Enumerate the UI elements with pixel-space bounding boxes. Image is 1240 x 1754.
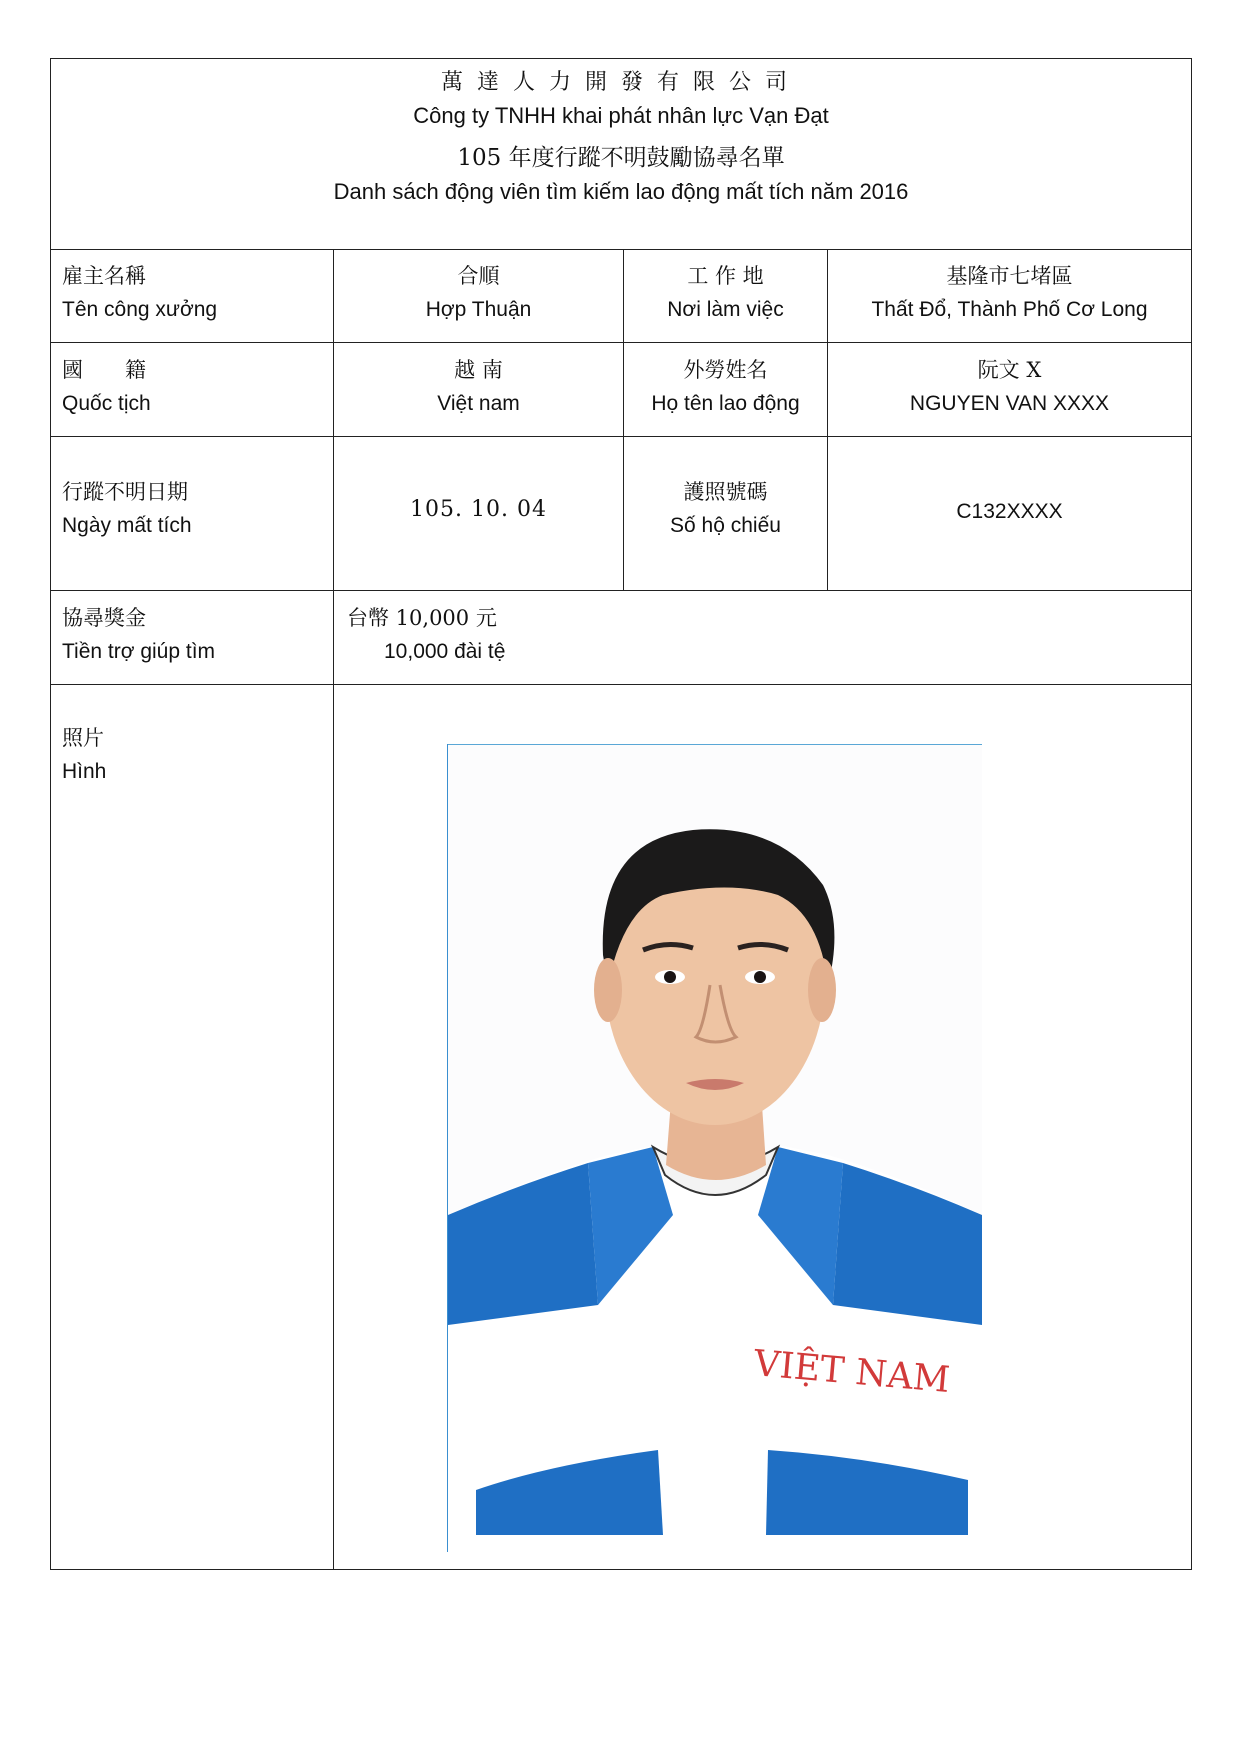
employer-label-cell (51, 249, 334, 342)
nationality-value-cn: 越 南 (454, 358, 503, 382)
employer-value-cn: 合順 (457, 264, 500, 288)
row-missing-date-passport (51, 437, 1191, 591)
company-name-cn: 萬達人力開發有限公司 (440, 70, 801, 95)
nationality-value-vn: Việt nam (437, 392, 520, 415)
reward-label-vn: Tiền trợ giúp tìm (62, 640, 216, 663)
reward-value-cell (334, 591, 1191, 684)
workplace-label-cn: 工 作 地 (687, 264, 764, 288)
shirt-text: VIỆT NAM (752, 1343, 952, 1402)
photo-label-cell (51, 685, 334, 1569)
worker-name-label-cell (624, 343, 828, 436)
reward-value-vn: 10,000 đài tệ (384, 640, 506, 663)
worker-name-label-cn: 外勞姓名 (683, 358, 768, 382)
photo-label-cn: 照片 (62, 726, 104, 750)
row-reward (51, 591, 1191, 685)
form-header (51, 59, 1191, 250)
row-employer-workplace (51, 249, 1191, 343)
nationality-label-cell (51, 343, 334, 436)
employer-label-vn: Tên công xưởng (62, 298, 218, 321)
missing-date-label-cn: 行蹤不明日期 (62, 480, 188, 504)
passport-label-cell (624, 437, 828, 590)
nationality-label-vn: Quốc tịch (62, 392, 151, 415)
nationality-label-cn: 國 籍 (62, 358, 146, 382)
employer-label-cn: 雇主名稱 (62, 264, 146, 288)
missing-date-label-vn: Ngày mất tích (62, 514, 192, 537)
passport-label-cn: 護照號碼 (683, 480, 768, 504)
passport-value: C132XXXX (956, 500, 1063, 523)
reward-label-cn: 協尋獎金 (62, 606, 146, 630)
reward-label-cell (51, 591, 334, 684)
passport-value-cell (828, 437, 1191, 590)
employer-value-cell (334, 249, 624, 342)
portrait-photo (448, 744, 982, 1553)
nationality-value-cell (334, 343, 624, 436)
missing-date-value-cell (334, 437, 624, 590)
workplace-value-cell (828, 249, 1191, 342)
reward-value-cn: 台幣 10,000 元 (347, 606, 497, 630)
workplace-label-vn: Nơi làm việc (667, 298, 784, 321)
company-name-vn: Công ty TNHH khai phát nhân lực Vạn Đạt (413, 103, 829, 128)
missing-date-label-cell (51, 437, 334, 590)
worker-name-value-cn: 阮文 X (977, 358, 1042, 382)
missing-date-value: 105. 10. 04 (410, 497, 547, 522)
worker-name-value-vn: NGUYEN VAN XXXX (909, 392, 1110, 415)
employer-value-vn: Hợp Thuận (425, 298, 532, 321)
photo-label-vn: Hình (62, 760, 107, 783)
form-title-cn: 105 年度行蹤不明鼓勵協尋名單 (457, 145, 785, 171)
form-title-vn: Danh sách động viên tìm kiếm lao động mất tích năm 2016 (333, 179, 909, 204)
portrait-illustration (448, 745, 982, 1553)
worker-name-label-vn: Họ tên lao động (651, 392, 800, 415)
workplace-label-cell (624, 249, 828, 342)
worker-name-value-cell (828, 343, 1191, 436)
passport-label-vn: Số hộ chiếu (670, 514, 781, 537)
workplace-value-cn: 基隆市七堵區 (946, 264, 1073, 288)
row-nationality-name (51, 343, 1191, 437)
workplace-value-vn: Thất Đổ, Thành Phố Cơ Long (871, 298, 1148, 321)
